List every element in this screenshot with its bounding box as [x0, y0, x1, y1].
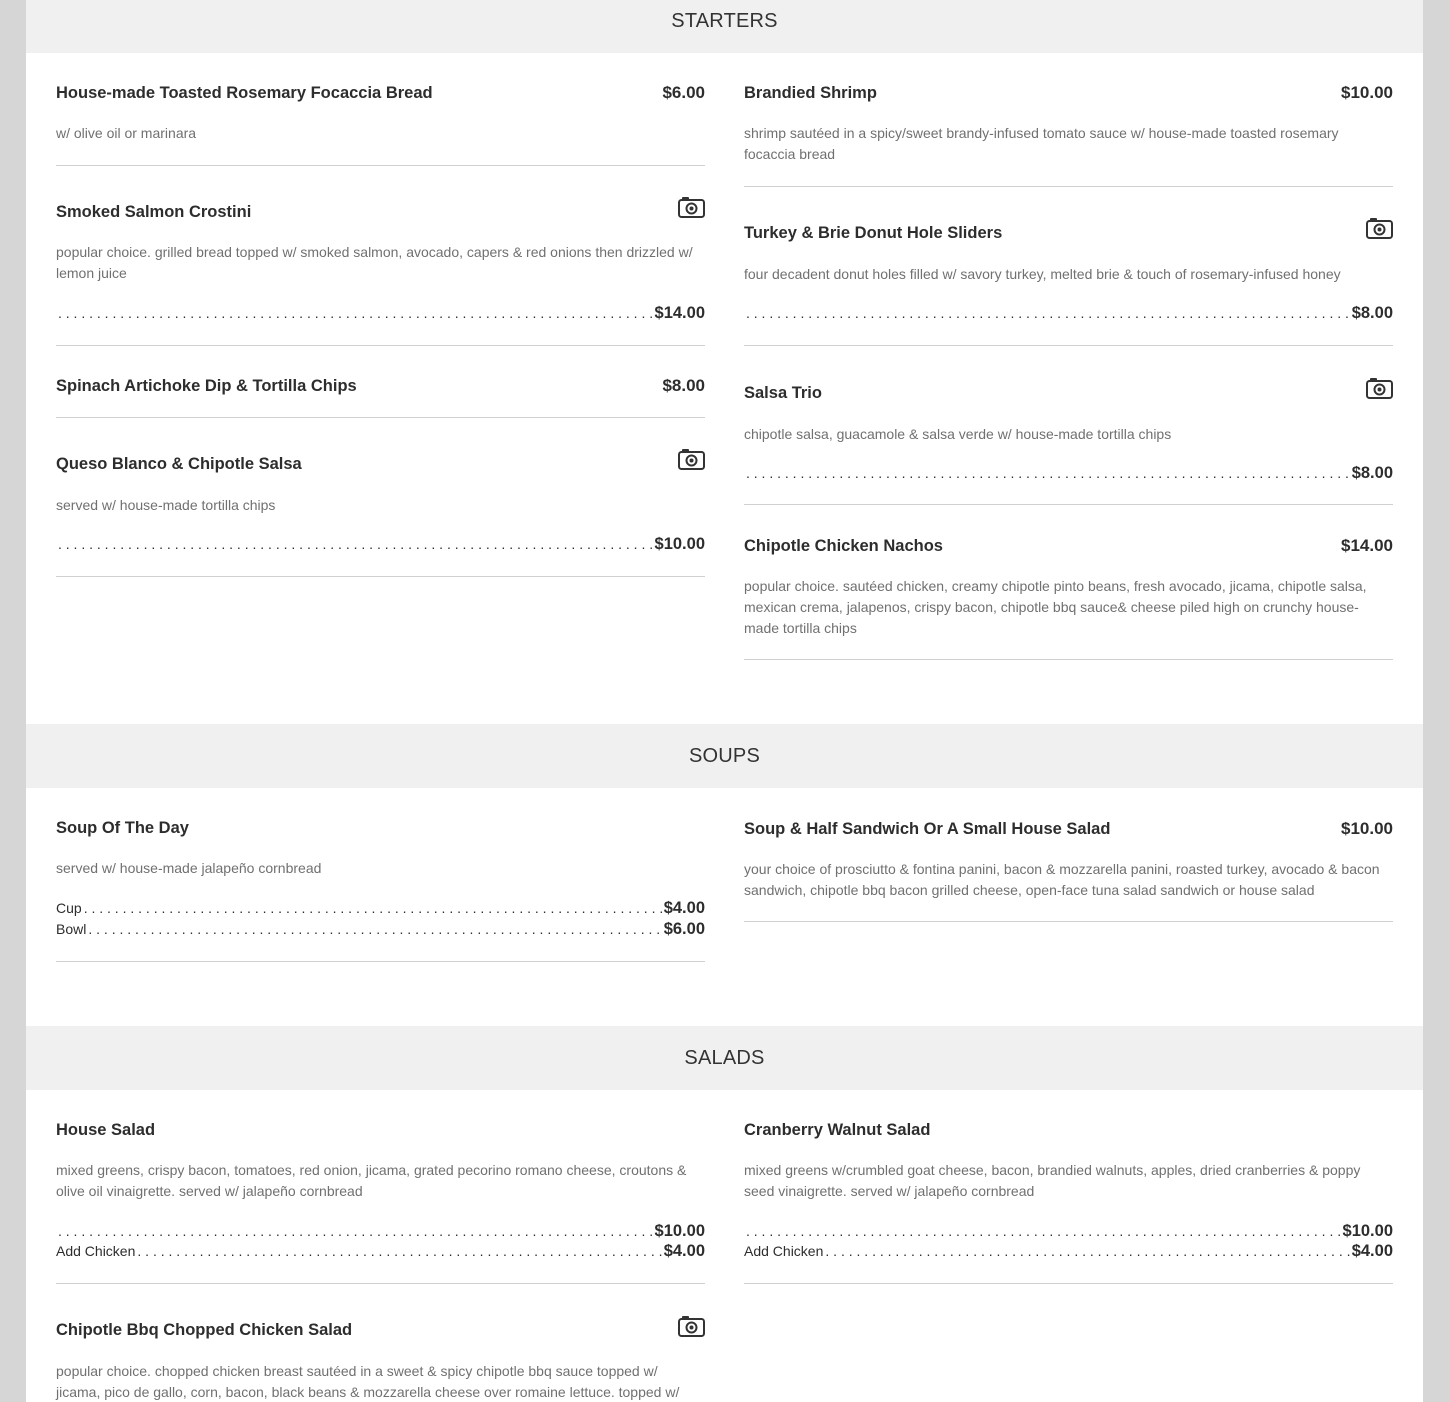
item-name: Brandied Shrimp	[744, 84, 877, 102]
dot-leader	[825, 1243, 1349, 1259]
section-title: SOUPS	[688, 745, 761, 767]
camera-icon[interactable]	[678, 1315, 705, 1337]
item-description: mixed greens, crispy bacon, tomatoes, red onion, jicama, grated pecorino romano cheese, croutons & olive oil vinaigrette. served w/ jalapeño cornbread	[56, 1162, 687, 1199]
item-name: Salsa Trio	[744, 384, 822, 402]
item-price: $10.00	[1342, 1222, 1393, 1240]
item-price: $10.00	[1341, 83, 1393, 102]
section-title: SALADS	[684, 1047, 765, 1069]
item-price: $6.00	[662, 83, 705, 102]
price-row	[56, 535, 705, 556]
item-price: $8.00	[1351, 304, 1393, 322]
section-header-salads	[26, 1026, 1423, 1090]
item-name: Soup & Half Sandwich Or A Small House Salad	[744, 820, 1111, 838]
option-price: $4.00	[663, 899, 705, 917]
item-price: $8.00	[1351, 464, 1393, 482]
item-name: Soup Of The Day	[56, 819, 189, 837]
item-price: $10.00	[1341, 819, 1393, 838]
item-name: Cranberry Walnut Salad	[744, 1121, 931, 1139]
dot-leader	[746, 465, 1350, 481]
addon-row	[56, 1242, 705, 1263]
item-name: House-made Toasted Rosemary Focaccia Bread	[56, 84, 433, 102]
menu-item[interactable]	[744, 187, 1393, 346]
menu-item[interactable]	[744, 788, 1393, 922]
section-header-soups	[26, 724, 1423, 788]
item-description: your choice of prosciutto & fontina panini, bacon & mozzarella panini, roasted turkey, avocado & bacon sandwich, chipotle bbq bacon grilled cheese, open-face tuna salad sandwich or house salad	[744, 861, 1380, 898]
dot-leader	[84, 900, 662, 916]
menu-item[interactable]	[56, 1284, 705, 1402]
menu-item[interactable]	[56, 788, 705, 962]
item-price: $10.00	[654, 1222, 705, 1240]
item-description: mixed greens w/crumbled goat cheese, bacon, brandied walnuts, apples, dried cranberries & poppy seed vinaigrette. served w/ jalapeño cornbread	[744, 1162, 1361, 1199]
item-name: Turkey & Brie Donut Hole Sliders	[744, 224, 1003, 242]
item-name: House Salad	[56, 1121, 156, 1139]
camera-icon[interactable]	[678, 196, 705, 218]
item-price: $14.00	[1341, 536, 1393, 555]
camera-icon[interactable]	[678, 448, 705, 470]
item-description: served w/ house-made jalapeño cornbread	[56, 860, 322, 876]
price-row	[56, 1222, 705, 1243]
menu-item[interactable]	[744, 505, 1393, 660]
section-header-starters	[26, 0, 1423, 53]
dot-leader	[746, 305, 1350, 321]
item-description: chipotle salsa, guacamole & salsa verde w/ house-made tortilla chips	[744, 426, 1172, 442]
section-title: STARTERS	[671, 10, 778, 32]
dot-leader	[88, 921, 661, 937]
addon-row	[744, 1242, 1393, 1263]
option-label: Bowl	[56, 921, 87, 937]
addon-price: $4.00	[1351, 1242, 1393, 1260]
menu-item[interactable]	[744, 53, 1393, 187]
option-label: Cup	[56, 900, 82, 916]
item-description: served w/ house-made tortilla chips	[56, 497, 276, 513]
dot-leader	[58, 1223, 653, 1239]
menu-item[interactable]	[56, 346, 705, 418]
item-name: Chipotle Bbq Chopped Chicken Salad	[56, 1321, 353, 1339]
item-description: shrimp sautéed in a spicy/sweet brandy-infused tomato sauce w/ house-made toasted rosemary focaccia bread	[744, 125, 1339, 162]
camera-icon[interactable]	[1366, 217, 1393, 239]
item-description: w/ olive oil or marinara	[56, 125, 197, 141]
item-price: $8.00	[662, 376, 705, 395]
item-description: four decadent donut holes filled w/ savory turkey, melted brie & touch of rosemary-infused honey	[744, 266, 1341, 282]
item-name: Queso Blanco & Chipotle Salsa	[56, 455, 302, 473]
dot-leader	[58, 305, 653, 321]
option-price: $6.00	[663, 920, 705, 938]
addon-label: Add Chicken	[744, 1243, 824, 1259]
menu-item[interactable]	[56, 53, 705, 166]
dot-leader	[58, 536, 653, 552]
menu-item[interactable]	[56, 418, 705, 577]
item-name: Chipotle Chicken Nachos	[744, 537, 943, 555]
price-row	[744, 304, 1393, 325]
addon-label: Add Chicken	[56, 1243, 136, 1259]
price-row	[744, 464, 1393, 485]
price-option-cup	[56, 899, 705, 920]
price-row	[744, 1222, 1393, 1243]
menu-item[interactable]	[744, 1090, 1393, 1284]
item-description: popular choice. grilled bread topped w/ smoked salmon, avocado, capers & red onions then drizzled w/ lemon juice	[56, 244, 693, 281]
menu-item[interactable]	[56, 1090, 705, 1284]
item-name: Smoked Salmon Crostini	[56, 203, 252, 221]
dot-leader	[137, 1243, 661, 1259]
menu-item[interactable]	[56, 166, 705, 346]
item-description: popular choice. chopped chicken breast sautéed in a sweet & spicy chipotle bbq sauce topped w/ jicama, pico de gallo, corn, bacon, black beans & mozzarella cheese over romaine lettuce. topped w/	[56, 1363, 680, 1400]
price-row	[56, 304, 705, 325]
menu-page	[26, 0, 1423, 1402]
price-option-bowl	[56, 920, 705, 941]
item-price: $10.00	[654, 535, 705, 553]
addon-price: $4.00	[663, 1242, 705, 1260]
dot-leader	[746, 1223, 1341, 1239]
item-description: popular choice. sautéed chicken, creamy chipotle pinto beans, fresh avocado, jicama, chipotle salsa, mexican crema, jalapenos, crispy bacon, chipotle bbq sauce& cheese piled high on crunchy house-made tortilla chips	[744, 578, 1367, 636]
menu-item[interactable]	[744, 346, 1393, 505]
item-price: $14.00	[654, 304, 705, 322]
item-name: Spinach Artichoke Dip & Tortilla Chips	[56, 377, 357, 395]
camera-icon[interactable]	[1366, 377, 1393, 399]
